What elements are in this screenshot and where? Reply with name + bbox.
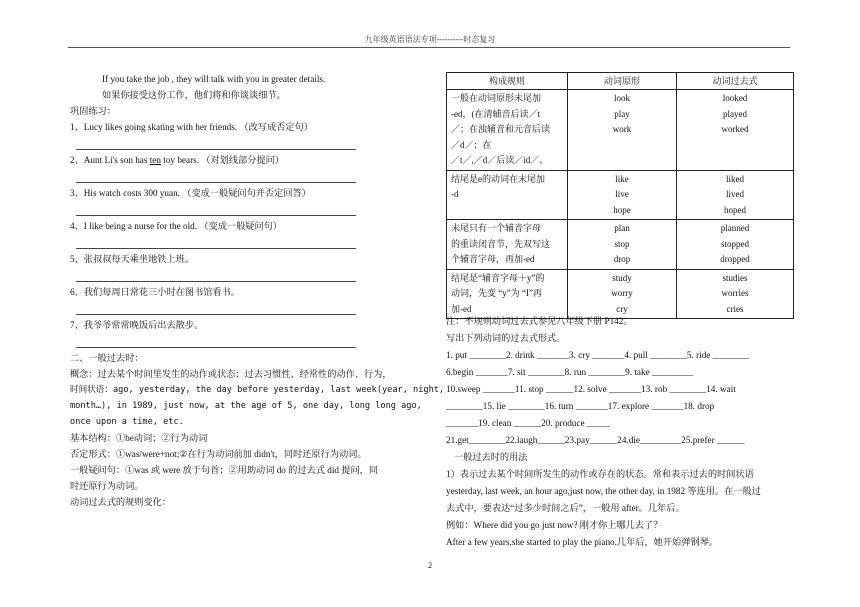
answer-line[interactable] [76, 267, 356, 282]
usage-title: 一般过去时的用法 [454, 452, 528, 462]
base-cell: plan stop drop [568, 220, 677, 270]
exercise-item: 7、我爷爷常常晚饭后出去散步。 [70, 317, 370, 348]
time-words-line: 时间状语：ago, yesterday, the day before yesterday, last week(year, night, [70, 385, 445, 395]
verb-exercise-line: 1. put ________2. drink _______3. cry _______4. pull ________5. ride ________ [446, 350, 750, 360]
question-form-cont: 时还原行为动词。 [70, 481, 144, 491]
verb-exercise-instruction: 写出下列动词的过去式形式。 [446, 333, 566, 343]
usage-text: yesterday, last week, an hour ago,just now, the other day, in 1982 等连用。在一般过 [446, 486, 761, 496]
answer-line[interactable] [76, 135, 356, 150]
example-english: If you take the job , they will talk with you in greater details. [102, 74, 326, 84]
verb-exercise-line: ________15. lie ________16. turn _______17. explore _______18. drop [446, 401, 715, 411]
past-cell: looked played worked [677, 90, 794, 171]
col-header-base: 动词原形 [568, 73, 677, 90]
time-words-line: once upon a time, etc. [70, 417, 184, 427]
page-number: 2 [428, 561, 432, 570]
negative-form: 否定形式：①was/were+not;②在行为动词前加 didn't，同时还原行为动词。 [70, 449, 367, 459]
rule-cell: 一般在动词原形末尾加 -ed，(在清辅音后读／t ／；在浊辅音和元音后读 ／d／；在 ／t／,／d／后读／id／。 [447, 90, 568, 171]
verb-exercise-line: 10.sweep _______11. stop ______12. solve _______13. rob ________14. wait [446, 384, 736, 394]
usage-text: 去式中，要表达“过多少时间之后”，一般用 after。几年后。 [446, 503, 685, 513]
usage-example: After a few years,she started to play the piano.几年后，她开始弹钢琴。 [446, 537, 718, 547]
basic-structure: 基本结构：①be动词；②行为动词 [70, 433, 208, 443]
section-title: 二、一般过去时： [70, 353, 144, 363]
exercise-item: 2、Aunt Li's son has ten toy bears. （对划线部分提问） [70, 152, 370, 183]
table-header-row [447, 73, 794, 90]
answer-line[interactable] [76, 234, 356, 249]
table-row [447, 170, 794, 220]
answer-line[interactable] [76, 201, 356, 216]
rule-cell: 末尾只有一个辅音字母 的重读闭音节，先双写这 个辅音字母，再加-ed [447, 220, 568, 270]
exercise-item: 4、I like being a nurse for the old. （变成一般疑问句） [70, 218, 370, 249]
right-column [446, 313, 794, 551]
practice-title: 巩固练习： [70, 106, 116, 116]
example-chinese: 如果你接受这份工作，他们将和你谈谈细节。 [102, 90, 286, 100]
left-column [70, 71, 445, 510]
base-cell: like live hope [568, 170, 677, 220]
past-cell: liked lived hoped [677, 170, 794, 220]
exercise-item: 6、我们每周日常花三小时在图书馆看书。 [70, 284, 370, 315]
past-tense-rules-table [446, 72, 794, 319]
col-header-past: 动词过去式 [677, 73, 794, 90]
rule-cell: 结尾是“辅音字母＋y”的 动词，先变 “y”为 “I”再 加-ed [447, 269, 568, 319]
concept-text: 概念：过去某个时间里发生的动作或状态；过去习惯性、经常性的动作、行为， [70, 369, 392, 379]
answer-line[interactable] [76, 333, 356, 348]
table-row [447, 269, 794, 319]
underlined-word: ten [149, 155, 161, 165]
question-form: 一般疑问句：①was 或 were 放于句首；②用助动词 do 的过去式 did 提问，同 [70, 465, 379, 475]
exercise-item: 1、Lucy likes going skating with her friends. （改写成否定句） [70, 119, 370, 150]
col-header-rule: 构成规则 [447, 73, 568, 90]
rule-change-title: 动词过去式的规则变化： [70, 497, 172, 507]
answer-line[interactable] [76, 300, 356, 315]
usage-example: 例如：Where did you go just now? 刚才你上哪儿去了？ [446, 520, 663, 530]
answer-line[interactable] [76, 168, 356, 183]
past-cell: studies worries cries [677, 269, 794, 319]
usage-text: 1）表示过去某个时间所发生的动作或存在的状态。常和表示过去的时间状语 [446, 469, 754, 479]
exercise-item: 3、His watch costs 300 yuan. （变成一般疑问句并否定回答） [70, 185, 370, 216]
verb-exercise-line: 6.begin _______7. sit ________8. run ________9. take _________ [446, 367, 694, 377]
verb-exercise-line: _______19. clean ______20. produce _____ [446, 418, 610, 428]
table-row [447, 220, 794, 270]
header-divider [68, 47, 790, 48]
verb-exercise-line: 21.get________22.laugh______23.pay______24.die_________25.prefer ______ [446, 435, 745, 445]
base-cell: study worry cry [568, 269, 677, 319]
base-cell: look play work [568, 90, 677, 171]
page-header: 九年级英语语法专项----------时态复习 [364, 35, 496, 44]
time-words-line: month…), in 1989, just now, at the age of 5, one day, long long ago, [70, 401, 422, 411]
past-cell: planned stopped dropped [677, 220, 794, 270]
exercise-item: 5、张叔叔每天乘坐地铁上班。 [70, 251, 370, 282]
rule-cell: 结尾是e的动词在末尾加 -d [447, 170, 568, 220]
table-row [447, 90, 794, 171]
irregular-note: 注：不规则动词过去式参见八年级下册 P142。 [446, 316, 633, 326]
